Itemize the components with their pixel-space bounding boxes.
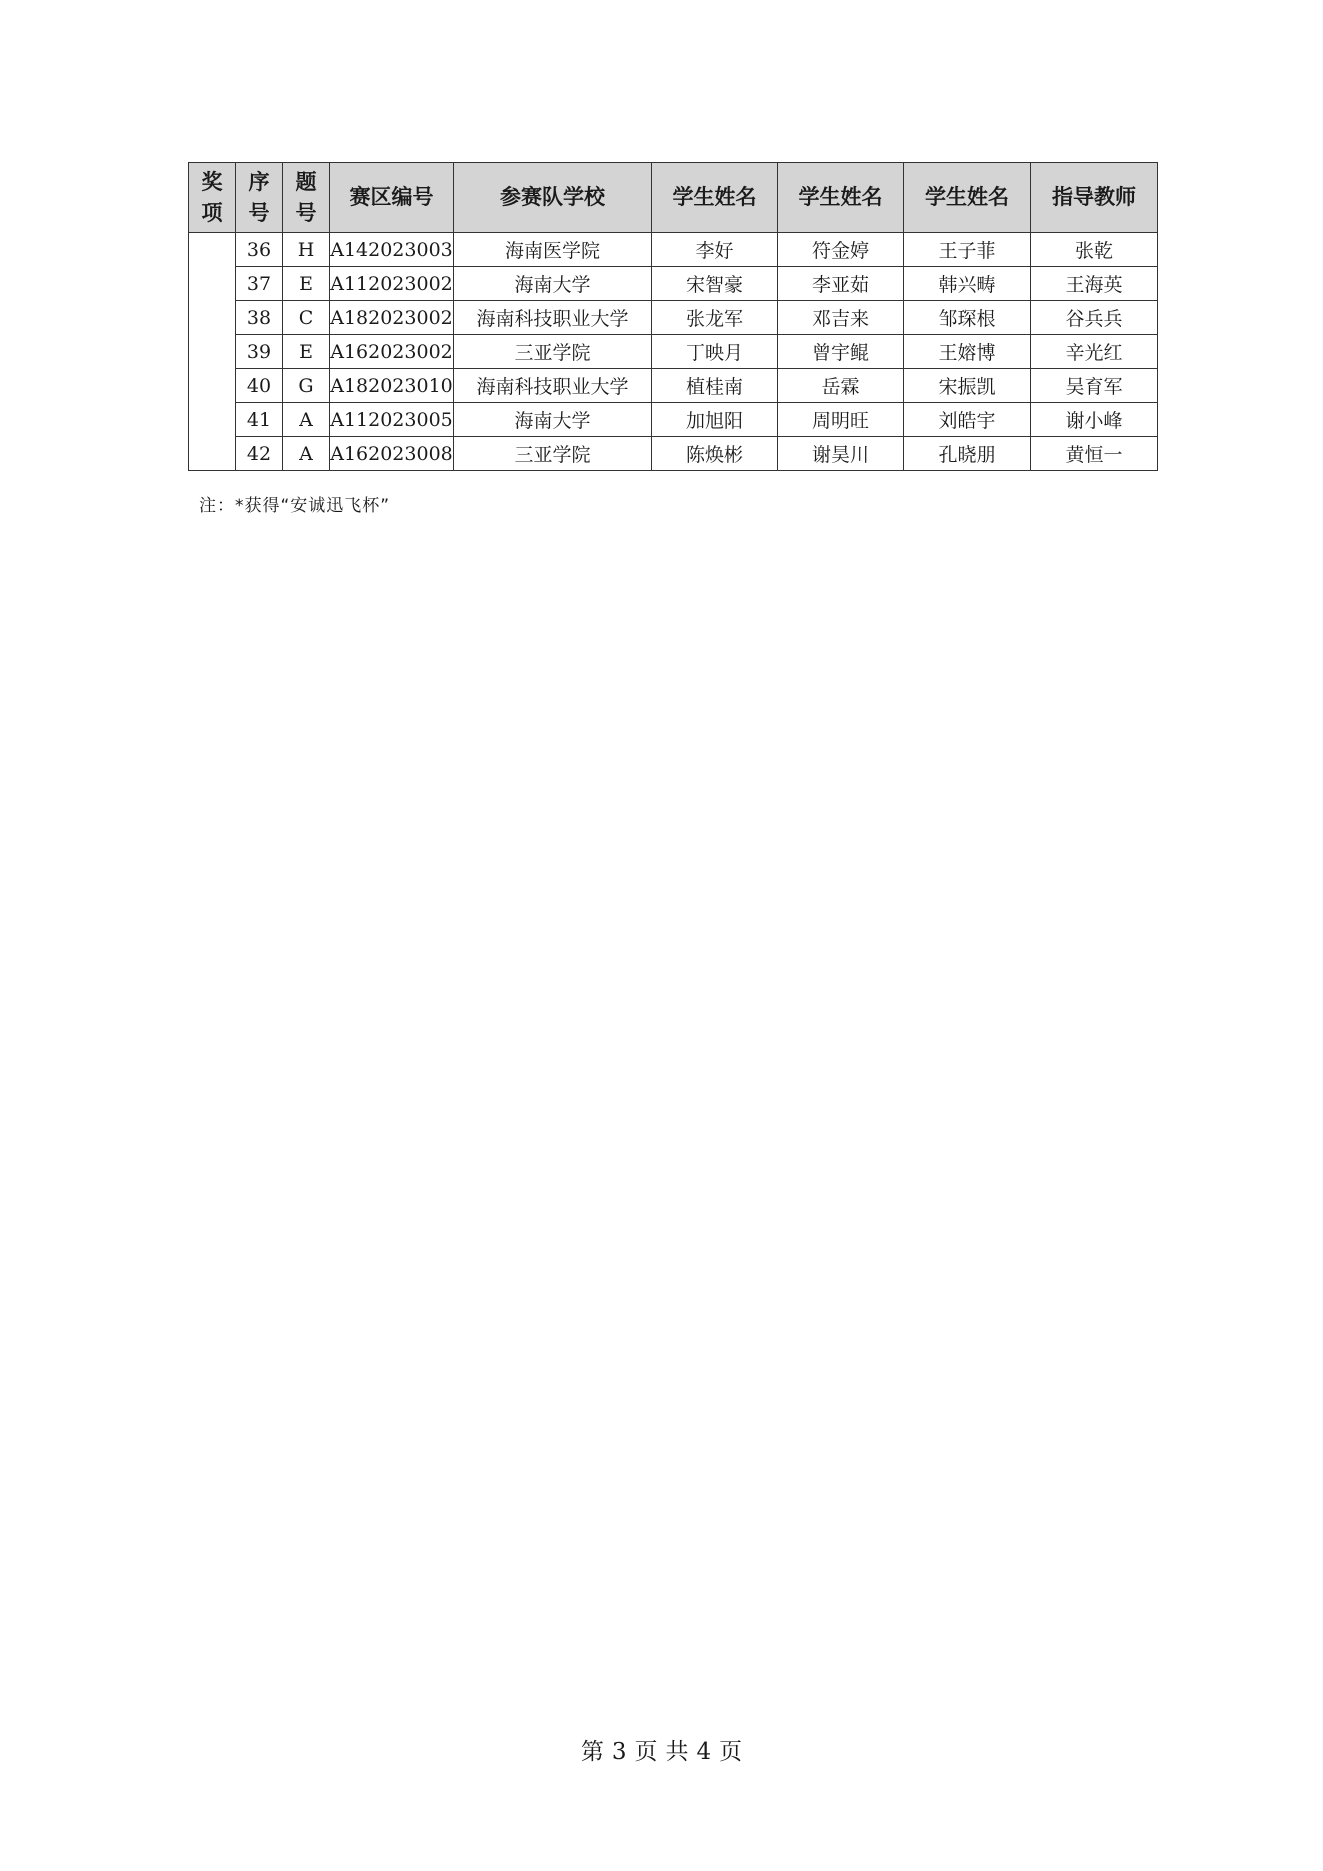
cell-school: 三亚学院 (454, 437, 652, 471)
footer-total-pages: 4 (696, 1739, 712, 1765)
cell-zone-id: A182023002 (330, 301, 454, 335)
cell-problem: E (283, 267, 330, 301)
cell-problem: H (283, 233, 330, 267)
cell-student-3: 刘皓宇 (904, 403, 1031, 437)
cell-zone-id: A162023008 (330, 437, 454, 471)
cell-student-2: 符金婷 (778, 233, 904, 267)
footer-page-number: 3 (611, 1739, 627, 1765)
cell-student-3: 孔晓朋 (904, 437, 1031, 471)
header-award: 奖 项 (189, 163, 236, 233)
header-school: 参赛队学校 (454, 163, 652, 233)
cell-problem: E (283, 335, 330, 369)
table-row (189, 369, 1158, 403)
cell-student-3: 王子菲 (904, 233, 1031, 267)
table-row (189, 267, 1158, 301)
table-note: 注：*获得“安诚迅飞杯” (199, 496, 391, 516)
cell-student-1: 植桂南 (652, 369, 778, 403)
cell-zone-id: A112023005 (330, 403, 454, 437)
footer-prefix: 第 (580, 1739, 604, 1765)
cell-student-1: 加旭阳 (652, 403, 778, 437)
cell-seq: 39 (236, 335, 283, 369)
cell-student-1: 宋智豪 (652, 267, 778, 301)
page-footer (0, 1733, 1323, 1766)
cell-student-1: 丁映月 (652, 335, 778, 369)
table-row (189, 233, 1158, 267)
footer-suffix: 页 (719, 1739, 743, 1765)
cell-student-3: 宋振凯 (904, 369, 1031, 403)
cell-student-3: 韩兴畴 (904, 267, 1031, 301)
header-zone-id: 赛区编号 (330, 163, 454, 233)
header-seq: 序 号 (236, 163, 283, 233)
cell-student-1: 李好 (652, 233, 778, 267)
cell-school: 海南科技职业大学 (454, 301, 652, 335)
cell-seq: 41 (236, 403, 283, 437)
cell-student-2: 邓吉来 (778, 301, 904, 335)
header-problem: 题 号 (283, 163, 330, 233)
cell-student-1: 张龙军 (652, 301, 778, 335)
table-row (189, 335, 1158, 369)
cell-advisor: 黄恒一 (1031, 437, 1158, 471)
cell-student-2: 周明旺 (778, 403, 904, 437)
footer-total-word: 共 (665, 1739, 689, 1765)
cell-advisor: 张乾 (1031, 233, 1158, 267)
cell-zone-id: A142023003 (330, 233, 454, 267)
cell-school: 海南大学 (454, 267, 652, 301)
header-student-3: 学生姓名 (904, 163, 1031, 233)
cell-school: 海南大学 (454, 403, 652, 437)
cell-advisor: 吴育军 (1031, 369, 1158, 403)
cell-student-2: 岳霖 (778, 369, 904, 403)
header-student-1: 学生姓名 (652, 163, 778, 233)
table-header-row (189, 163, 1158, 233)
cell-student-2: 曾宇鲲 (778, 335, 904, 369)
cell-seq: 40 (236, 369, 283, 403)
cell-seq: 42 (236, 437, 283, 471)
cell-advisor: 谢小峰 (1031, 403, 1158, 437)
cell-student-3: 王嫆博 (904, 335, 1031, 369)
cell-student-2: 李亚茹 (778, 267, 904, 301)
cell-student-2: 谢昊川 (778, 437, 904, 471)
cell-problem: C (283, 301, 330, 335)
table-row (189, 403, 1158, 437)
cell-advisor: 辛光红 (1031, 335, 1158, 369)
results-table (188, 162, 1158, 471)
cell-advisor: 王海英 (1031, 267, 1158, 301)
cell-student-3: 邹琛根 (904, 301, 1031, 335)
cell-zone-id: A182023010 (330, 369, 454, 403)
header-student-2: 学生姓名 (778, 163, 904, 233)
cell-problem: G (283, 369, 330, 403)
table-body (189, 233, 1158, 471)
table-row (189, 301, 1158, 335)
award-cell (189, 233, 236, 471)
header-advisor: 指导教师 (1031, 163, 1158, 233)
cell-problem: A (283, 437, 330, 471)
cell-school: 海南医学院 (454, 233, 652, 267)
footer-page-word: 页 (634, 1739, 658, 1765)
cell-student-1: 陈焕彬 (652, 437, 778, 471)
cell-zone-id: A112023002 (330, 267, 454, 301)
cell-school: 三亚学院 (454, 335, 652, 369)
table-row (189, 437, 1158, 471)
cell-seq: 36 (236, 233, 283, 267)
cell-zone-id: A162023002 (330, 335, 454, 369)
cell-seq: 37 (236, 267, 283, 301)
cell-problem: A (283, 403, 330, 437)
cell-seq: 38 (236, 301, 283, 335)
cell-advisor: 谷兵兵 (1031, 301, 1158, 335)
cell-school: 海南科技职业大学 (454, 369, 652, 403)
